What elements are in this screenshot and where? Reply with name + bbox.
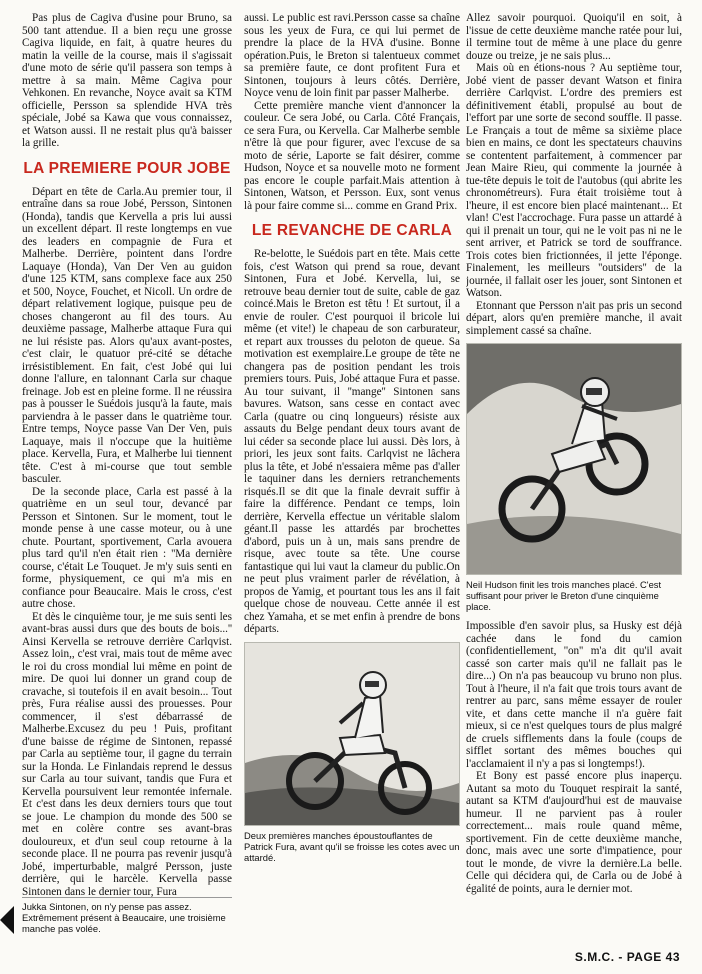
body-paragraph: De la seconde place, Carla est passé à la quatrième en un seul tour, devancé par Persson et Sintonen. Sur le moment, tout le monde pense à une casse moteur, ou à une chute. Pourtant, sportivement, Carla avouera plus tard qu'il n'en était rien : ''Ma dernière course, c'était Le Touquet. Je m'y suis senti en forme, physiquement, ce qui m'a mis en confiance pour Beaucaire. Mais le cross, c'est autre chose. [22,485,232,610]
column-2 [244,12,460,942]
intro-paragraph: Pas plus de Cagiva d'usine pour Bruno, sa 500 tant attendue. Il a bien reçu une grosse Cagiva liquide, en fait, à quatre heures du matin la veille de la course, mais il s'agissait d'une moto de série qu'il passera son temps à mettre à sa main. Même Cagiva pour Vehkonen. En revanche, Noyce avait sa KTM officielle, Persson sa splendide HVA très spéciale, Jobé sa Kawa que vous connaissez, et Watson aussi. Il ne restait plus qu'à baisser la grille. [22,12,232,149]
column-1 [22,12,232,954]
motocross-jump-illustration [467,344,681,574]
body-paragraph: Et Bony est passé encore plus inaperçu. Autant sa moto du Touquet respirait la santé, autant sa KTM d'aujourd'hui est de mauvaise humeur. Il ne parvient pas à rouler correctement... mais roule quand même, sportivement. Fin de cette deuxième manche, donc, mais avec une sorte d'impatience, pour tout le monde, de vivre la dernière.La belle. Celle qui décidera qui, de Carla ou de Jobé à égalité de points, aura le dernier mot. [466,770,682,895]
photo-fura [244,642,460,826]
body-paragraph: Etonnant que Persson n'ait pas pris un second départ, alors qu'en première manche, il avait simplement cassé sa chaîne. [466,299,682,337]
photo-caption-fura: Deux premières manches époustouflantes de Patrick Fura, avant qu'il se froisse les cotes avec un attardé. [244,829,460,863]
body-paragraph: Départ en tête de Carla.Au premier tour, il entraîne dans sa roue Jobé, Persson, Sintonen (Honda), tandis que Kervella a pris lui aussi un excellent départ. Il reste longtemps en vue des leaders en compagnie de Fura et Malherbe. Derrière, pointent dans l'ordre Laquaye (Honda), Van Der Ven au guidon d'une 125 KTM, sans complexe face aux 250 et 500, Noyce, Fouchet, et Nicoll. Un ordre de départ relativement logique, puisque peu de choses changeront au fil des tours. Au deuxième passage, Malherbe attaque Fura qui ne lui résiste pas. Alors qu'aux avant-postes, c'est clair, le quatuor pré-cité se détache irrésistiblement. En fait, c'est Jobé qui lui donne l'allure, en talonnant Carla sur chaque freinage. Job est en pleine forme. Il ne réussira pas à pousser le Suédois jusqu'à la faute, mais parviendra à le passer dans le quatrième tour. Entre temps, Noyce passe Van Der Ven, puis Laquaye, mais il n'occupe que la huitième place. Kervella, Fura, et Malherbe lui tiennent tête. C'est à mi-course que tout semble basculer. [22,185,232,485]
photo-hudson [466,343,682,575]
section-heading-revanche: LE REVANCHE DE CARLA [251,222,453,239]
page-number: S.M.C. - PAGE 43 [574,950,680,964]
photo-caption-sintonen: Jukka Sintonen, on n'y pense pas assez. Extrêmement présent à Beaucaire, une troisième manche pas volée. [22,897,232,934]
page-turn-arrow-icon [0,906,14,934]
body-paragraph: Cette première manche vient d'annoncer la couleur. Ce sera Jobé, ou Carla. Côté Français, ce sera Fura, ou Kervella. Car Malherbe semble n'être là que pour figurer, avec l'excuse de sa moto de série, Laporte se fait désirer, comme Hudson, Noyce et sa nouvelle moto ne forment pas encore le couple parfait.Mais attention à Sintonen, Watson, et Persson. Eux, sont venus là pour faire comme si... comme en Grand Prix. [244,99,460,212]
column-3 [466,12,682,942]
body-paragraph: Mais où en étions-nous ? Au septième tour, Jobé vient de passer devant Watson et finira derrière Carlqvist. L'ordre des premiers est définitivement établi, propulsé au bout de l'effort par une sorte de second souffle. Il passe. Le Français a tout de même sa sixième place bien en mains, ce dont les spectateurs chauvins se contentent parfaitement, à commencer par Jean Maire Rieu, qui commente la journée à tue-tête depuis le toit de l'autobus (qui abrite les chronométreurs). Fura était troisième tout à l'heure, il est encore bien placé maintenant... Et vlan! C'est l'accrochage. Fura passe un attardé à qui il prenait un tour, qui ne le voit pas ni ne le sent arriver, et Patrick se tord de souffrance. Trois cotes bien frictionnées, il jette l'éponge. Finalement, les meilleurs ''outsiders'' de la journée, il fallait oser les jouer, sont Sintonen et Watson. [466,62,682,299]
body-paragraph: Re-belotte, le Suédois part en tête. Mais cette fois, c'est Watson qui prend sa roue, devant Sintonen, Fura et Jobé. Kervella, lui, se retrouve beau dernier tout de suite, cable de gaz coincé.Mais le Breton est têtu ! Et surtout, il a envie de rouler. C'est pourquoi il bricole lui même (et vite!) le chapeau de son carburateur, et repart aux trousses du peloton de queue. Sa motivation est exemplaire.Le groupe de tête ne changera pas de position pendant les trois premiers tours. Puis, Jobé attaque Fura et passe. Au tour suivant, il ''mange'' Sintonen sans bavures. Watson, sans cesse en contact avec Carla (quatre ou cinq longueurs) résiste aux assauts du Belge pendant deux tours avant de lui céder sa seconde place lui aussi. Dès lors, à priori, les jeux sont faits. Carlqvist ne lâchera plus la tête, et Jobé n'essaiera même pas d'aller le taquiner dans les derniers retranchements risqués.Il se dit que la finale devrait suffir à faire la différence. Pendant ce temps, loin derrière, Kervella effectue un véritable slalom géant.Il passe les attardés par brochettes d'abord, puis un à un, mais sans prendre de risque, avec toute sa tête. Une course fantastique qui lui vaut la clameur du public.On ne peut plus vraiment parler de révélation, à propos de Yamig, et pourtant tous les ans il fait quelque chose de nouveau. Cette année il est chez Yamaha, et se met enfin à prendre de bons départs. [244,248,460,635]
body-paragraph: aussi. Le public est ravi.Persson casse sa chaîne sous les yeux de Fura, ce qui lui permet de prendre la place de la HVA d'usine. Bonne opération.Puis, le Breton si talentueux commet sa première faute, ce dont profitent Fura et Sintonen, toujours à leurs côtés. Derrière, Noyce venu de loin finit par passer Malherbe. [244,12,460,99]
photo-caption-hudson: Neil Hudson finit les trois manches placé. C'est suffisant pour priver le Breton d'une cinquième place. [466,579,662,612]
body-paragraph: Impossible d'en savoir plus, sa Husky est déjà cachée dans le fond du camion (confidentiellement, ''on'' m'a dit qu'il avait cassé son carter mais qu'il ne fallait pas le dire...) On n'a pas beaucoup vu bruno non plus. Tout à l'heure, il n'a fait que trois tours avant de rentrer au parc, sans même essayer de rouler vite, et dans cette manche il n'a guère fait mieux, si ce n'est quelques tours de plus malgré de cruels sifflements dans la foule (coups de sifflet sortant des mêmes bouches qui l'acclamaient il n'y a pas si longtemps!). [466,620,682,770]
section-heading-premiere: LA PREMIERE POUR JOBE [23,159,231,177]
body-paragraph: Allez savoir pourquoi. Quoiqu'il en soit, à l'issue de cette deuxième manche ratée pour lui, il termine tout de même à une place du genre douze ou treize, je ne sais plus... [466,12,682,62]
body-paragraph: Et dès le cinquième tour, je me suis senti les avant-bras aussi durs que des bouts de bois...'' Ainsi Kervella se retrouve derrière Carlqvist. Assez loin,, c'est vrai, mais tout de même avec le roi du cross mondial lui même en point de mire. De quoi lui donner un grand coup de cravache, si toutefois il en avait besoin... Tout près, Fura réalise aussi des prouesses. Pour commencer, il s'est débarrassé de Malherbe.Excusez du peu ! Puis, profitant d'une baisse de régime de Sintonen, repassé par Carla au septième tour, il gagne du terrain sur la Honda. Le Finlandais reprend le dessus sur Carla au tour suivant, tandis que Fura et Kervella poursuivent leur remontée infernale. Et c'est dans les deux derniers tours que tout se joue. Le champion du monde des 500 se met en colère contre ses avant-bras douloureux, et d'un seul coup retourne à la seconde place. Il ne pourra pas revenir jusqu'à Jobé, imperturbable, malgré Persson, juste derrière, qui le harcèle. Kervella passe Sintonen dans le dernier tour, Fura [22,610,232,898]
motocross-rider-illustration [245,643,459,825]
